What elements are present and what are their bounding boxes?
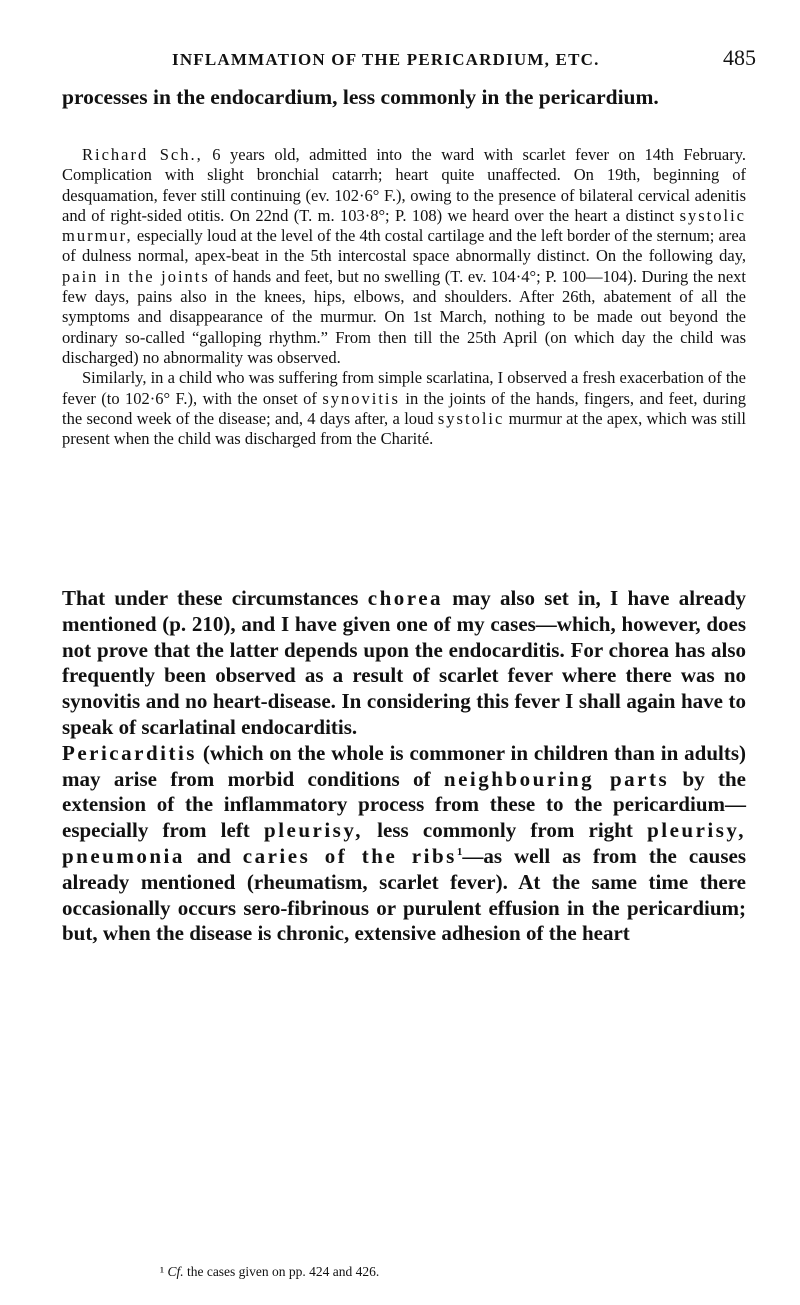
running-head: INFLAMMATION OF THE PERICARDIUM, ETC. <box>172 50 600 69</box>
footnote <box>160 1264 379 1280</box>
text-run: may also set in, I have already mentioned (p. 210), and I have given one of my cases—which, however, does not prove that the latter depends upon the endocarditis. For chorea has also frequently been observed as a result of scarlet fever where there was no synovitis and no heart-disease. In considering this fever I shall again have to speak of scarlatinal endocarditis. <box>62 586 747 739</box>
spaced-term: systolic murmur, <box>62 205 746 246</box>
footnote-cf: Cf. <box>167 1264 184 1279</box>
footnote-text: the cases given on pp. 424 and 426. <box>183 1264 380 1279</box>
spaced-term: pleurisy, pneumonia <box>62 818 747 868</box>
spaced-term: pain in the joints <box>62 266 210 286</box>
continued-paragraph: processes in the endocardium, less commonly in the pericardium. <box>62 85 659 109</box>
case-paragraph <box>62 145 746 368</box>
case-paragraph <box>62 368 746 449</box>
spaced-term: systolic <box>437 408 505 428</box>
main-text-block <box>62 586 746 947</box>
text-run: Similarly, in a child who was suffering from simple scarlatina, I observed a fresh exacerbation of the fever (to 102·6° F.), with the onset of <box>62 368 746 408</box>
text-run: especially loud at the level of the 4th costal cartilage and the left border of the sternum; area of dulness normal, apex-beat in the 5th intercostal space abnormally distinct. On the following day, <box>62 226 746 266</box>
footnote-reference[interactable]: 1 <box>456 845 463 858</box>
spaced-term: caries of the ribs <box>242 843 457 868</box>
page-number: 485 <box>723 45 756 70</box>
spaced-term: chorea <box>367 586 444 610</box>
footnote-marker: ¹ <box>160 1264 165 1279</box>
spaced-term: neighbouring parts <box>443 766 670 791</box>
spaced-term: pleurisy, <box>264 818 363 843</box>
text-run: and <box>184 843 243 868</box>
text-run: murmur at the apex, which was still present when the child was discharged from the Charité. <box>62 408 746 449</box>
body-paragraph <box>62 741 746 947</box>
text-run: That under these circumstances <box>62 586 368 610</box>
text-run: —as well as from the causes already mentioned (rheumatism, scarlet fever). At the same time there occasionally occurs sero-fibrinous or purulent effusion in the pericardium; but, when the disease is chronic, extensive adhesion of the heart <box>62 843 747 946</box>
patient-name: Richard Sch., <box>82 145 203 164</box>
text-run: in the joints of the hands, fingers, and feet, during the second week of the disease; and, 4 days after, a loud <box>62 388 746 428</box>
text-run: by the extension of the inflammatory process from these to the pericardium—especially from left <box>62 766 747 843</box>
spaced-term: synovitis <box>322 388 400 408</box>
body-paragraph <box>62 586 746 741</box>
text-run: 6 years old, admitted into the ward with scarlet fever on 14th February. Complication with slight bronchial catarrh; heart quite unaffected. On 19th, beginning of desquamation, fever still continuing (ev. 102·6° F.), owing to the presence of bilateral cervical adenitis and of right-sided otitis. On 22nd (T. m. 103·8°; P. 108) we heard over the heart a distinct <box>62 145 746 225</box>
text-run: of hands and feet, but no swelling (T. ev. 104·4°; P. 100—104). During the next few days, pains also in the knees, hips, elbows, and shoulders. After 26th, abatement of all the symptoms and disappearance of the murmur. On 1st March, nothing to be made out beyond the ordinary so-called “galloping rhythm.” From then till the 25th April (on which day the child was discharged) no abnormality was observed. <box>62 266 746 367</box>
text-run: less commonly from right <box>362 818 648 843</box>
case-report-block <box>62 145 746 449</box>
spaced-term: Pericarditis <box>62 740 197 765</box>
text-run: (which on the whole is commoner in children than in adults) may arise from morbid conditions of <box>62 740 746 791</box>
